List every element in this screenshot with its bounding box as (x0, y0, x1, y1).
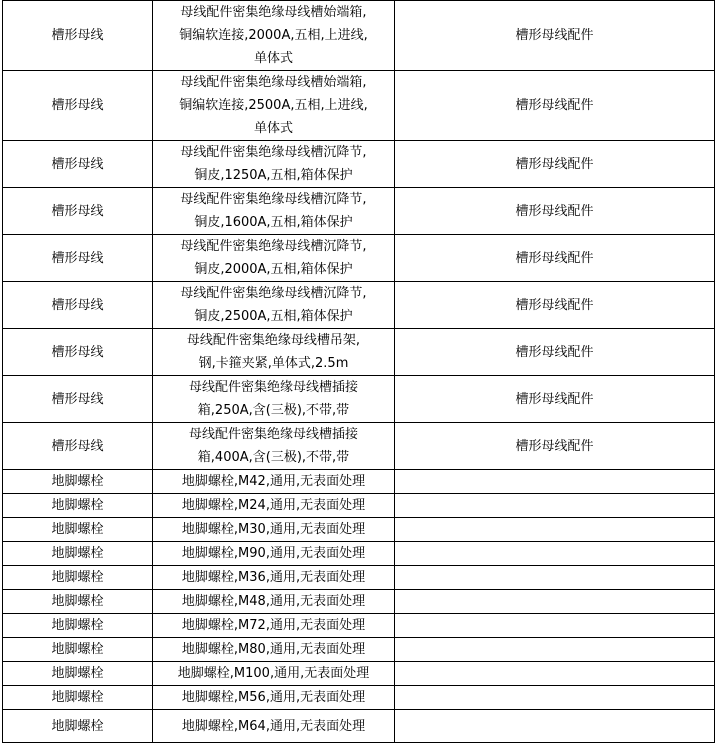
description-cell: 母线配件密集绝缘母线槽插接 箱,400A,含(三极),不带,带 (153, 423, 395, 470)
table-row (3, 141, 715, 188)
table-row (3, 542, 715, 566)
category-cell: 地脚螺栓 (3, 638, 153, 662)
category-cell: 地脚螺栓 (3, 590, 153, 614)
table-row (3, 494, 715, 518)
category-cell: 地脚螺栓 (3, 662, 153, 686)
table-row (3, 590, 715, 614)
description-cell: 地脚螺栓,M72,通用,无表面处理 (153, 614, 395, 638)
description-cell: 母线配件密集绝缘母线槽吊架, 钢,卡箍夹紧,单体式,2.5m (153, 329, 395, 376)
table-row (3, 376, 715, 423)
description-cell: 母线配件密集绝缘母线槽沉降节, 铜皮,2000A,五相,箱体保护 (153, 235, 395, 282)
accessory-cell (395, 686, 715, 710)
category-cell: 槽形母线 (3, 1, 153, 71)
category-cell: 槽形母线 (3, 329, 153, 376)
category-cell: 槽形母线 (3, 423, 153, 470)
category-cell: 槽形母线 (3, 71, 153, 141)
accessory-cell (395, 494, 715, 518)
description-cell: 地脚螺栓,M24,通用,无表面处理 (153, 494, 395, 518)
table-row (3, 235, 715, 282)
table-row (3, 662, 715, 686)
description-cell: 地脚螺栓,M42,通用,无表面处理 (153, 470, 395, 494)
category-cell: 地脚螺栓 (3, 518, 153, 542)
category-cell: 地脚螺栓 (3, 470, 153, 494)
table-row (3, 188, 715, 235)
table-row (3, 614, 715, 638)
accessory-cell (395, 662, 715, 686)
accessory-cell (395, 710, 715, 743)
accessory-cell: 槽形母线配件 (395, 141, 715, 188)
table-row (3, 566, 715, 590)
category-cell: 地脚螺栓 (3, 614, 153, 638)
accessory-cell: 槽形母线配件 (395, 235, 715, 282)
accessory-cell: 槽形母线配件 (395, 188, 715, 235)
table-row (3, 638, 715, 662)
description-cell: 地脚螺栓,M36,通用,无表面处理 (153, 566, 395, 590)
table-row (3, 518, 715, 542)
description-cell: 地脚螺栓,M80,通用,无表面处理 (153, 638, 395, 662)
accessory-cell: 槽形母线配件 (395, 71, 715, 141)
table-row (3, 1, 715, 71)
description-cell: 母线配件密集绝缘母线槽沉降节, 铜皮,2500A,五相,箱体保护 (153, 282, 395, 329)
table-row (3, 282, 715, 329)
accessory-cell (395, 542, 715, 566)
accessory-cell (395, 470, 715, 494)
category-cell: 槽形母线 (3, 282, 153, 329)
description-cell: 地脚螺栓,M48,通用,无表面处理 (153, 590, 395, 614)
description-cell: 母线配件密集绝缘母线槽始端箱, 铜编软连接,2500A,五相,上进线, 单体式 (153, 71, 395, 141)
accessory-cell: 槽形母线配件 (395, 376, 715, 423)
category-cell: 槽形母线 (3, 376, 153, 423)
accessory-cell: 槽形母线配件 (395, 423, 715, 470)
table-row (3, 329, 715, 376)
description-cell: 地脚螺栓,M100,通用,无表面处理 (153, 662, 395, 686)
table-row (3, 686, 715, 710)
category-cell: 地脚螺栓 (3, 566, 153, 590)
category-cell: 地脚螺栓 (3, 494, 153, 518)
description-cell: 母线配件密集绝缘母线槽沉降节, 铜皮,1250A,五相,箱体保护 (153, 141, 395, 188)
description-cell: 地脚螺栓,M90,通用,无表面处理 (153, 542, 395, 566)
accessory-cell (395, 566, 715, 590)
accessory-cell (395, 638, 715, 662)
category-cell: 地脚螺栓 (3, 542, 153, 566)
description-cell: 地脚螺栓,M64,通用,无表面处理 (153, 710, 395, 743)
description-cell: 地脚螺栓,M30,通用,无表面处理 (153, 518, 395, 542)
table-row (3, 470, 715, 494)
accessory-cell: 槽形母线配件 (395, 1, 715, 71)
description-cell: 母线配件密集绝缘母线槽插接 箱,250A,含(三极),不带,带 (153, 376, 395, 423)
materials-table (2, 0, 715, 743)
category-cell: 槽形母线 (3, 188, 153, 235)
accessory-cell (395, 590, 715, 614)
category-cell: 地脚螺栓 (3, 710, 153, 743)
category-cell: 槽形母线 (3, 141, 153, 188)
description-cell: 母线配件密集绝缘母线槽始端箱, 铜编软连接,2000A,五相,上进线, 单体式 (153, 1, 395, 71)
category-cell: 槽形母线 (3, 235, 153, 282)
table-row (3, 71, 715, 141)
table-row (3, 423, 715, 470)
description-cell: 地脚螺栓,M56,通用,无表面处理 (153, 686, 395, 710)
description-cell: 母线配件密集绝缘母线槽沉降节, 铜皮,1600A,五相,箱体保护 (153, 188, 395, 235)
accessory-cell (395, 614, 715, 638)
table-row (3, 710, 715, 743)
accessory-cell (395, 518, 715, 542)
accessory-cell: 槽形母线配件 (395, 282, 715, 329)
category-cell: 地脚螺栓 (3, 686, 153, 710)
accessory-cell: 槽形母线配件 (395, 329, 715, 376)
